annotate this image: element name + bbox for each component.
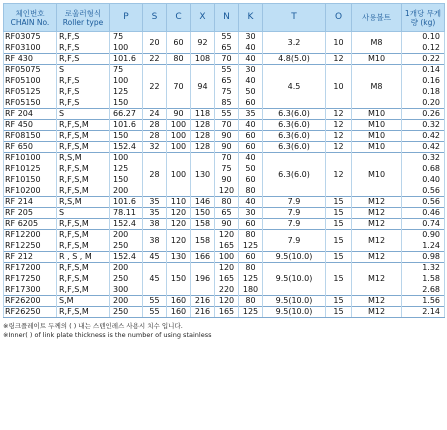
pitch-cell: 75 xyxy=(110,65,143,76)
roller-type-cell: S,M xyxy=(57,296,110,307)
table-row xyxy=(4,131,445,142)
pitch-cell: 200 xyxy=(110,230,143,241)
c-cell: 120 xyxy=(167,208,191,219)
o-cell: 12 xyxy=(326,109,352,120)
n-cell: 165 xyxy=(215,307,239,318)
bolt-cell: M8 xyxy=(352,65,402,109)
header-roller-type: 로울러형식 Roller type xyxy=(57,4,110,32)
n-cell: 65 xyxy=(215,43,239,54)
table-row xyxy=(4,197,445,208)
roller-type-cell: S xyxy=(57,109,110,120)
roller-type-cell: R,S,M xyxy=(57,197,110,208)
t-cell: 9.5(10.0) xyxy=(263,296,326,307)
pitch-cell: 200 xyxy=(110,296,143,307)
header-o: O xyxy=(326,4,352,32)
k-cell: 125 xyxy=(239,307,263,318)
chain-number-cell: RF05125 xyxy=(4,87,57,98)
roller-type-cell: S xyxy=(57,208,110,219)
roller-type-cell: R,F,S,M xyxy=(57,142,110,153)
weight-cell: 0.20 xyxy=(402,98,445,109)
weight-cell: 0.12 xyxy=(402,43,445,54)
t-cell: 6.3(6.0) xyxy=(263,153,326,197)
k-cell: 125 xyxy=(239,241,263,252)
n-cell: 75 xyxy=(215,87,239,98)
roller-type-cell: R , S , M xyxy=(57,252,110,263)
k-cell: 125 xyxy=(239,274,263,285)
chain-number-cell: RF03075 xyxy=(4,32,57,43)
bolt-cell: M12 xyxy=(352,307,402,318)
chain-number-cell: RF 205 xyxy=(4,208,57,219)
table-row xyxy=(4,120,445,131)
t-cell: 9.5(10.0) xyxy=(263,307,326,318)
pitch-cell: 250 xyxy=(110,274,143,285)
n-cell: 65 xyxy=(215,76,239,87)
s-cell: 38 xyxy=(143,230,167,252)
weight-cell: 0.46 xyxy=(402,208,445,219)
weight-cell: 2.68 xyxy=(402,285,445,296)
header-k: K xyxy=(239,4,263,32)
s-cell: 45 xyxy=(143,252,167,263)
x-cell: 128 xyxy=(191,120,215,131)
table-row xyxy=(4,65,445,76)
header-s: S xyxy=(143,4,167,32)
k-cell: 30 xyxy=(239,65,263,76)
k-cell: 60 xyxy=(239,175,263,186)
x-cell: 216 xyxy=(191,307,215,318)
chain-number-cell: RF 6205 xyxy=(4,219,57,230)
header-p: P xyxy=(110,4,143,32)
s-cell: 55 xyxy=(143,296,167,307)
c-cell: 100 xyxy=(167,120,191,131)
roller-type-cell: S xyxy=(57,65,110,76)
s-cell: 22 xyxy=(143,65,167,109)
t-cell: 7.9 xyxy=(263,230,326,252)
k-cell: 60 xyxy=(239,142,263,153)
n-cell: 55 xyxy=(215,109,239,120)
weight-cell: 0.22 xyxy=(402,54,445,65)
footnote-korean: ※링크플레이트 두께의 ( ) 내는 스텐인레스 사용시 치수 입니다. xyxy=(3,322,183,330)
c-cell: 130 xyxy=(167,252,191,263)
n-cell: 90 xyxy=(215,175,239,186)
n-cell: 70 xyxy=(215,54,239,65)
bolt-cell: M12 xyxy=(352,219,402,230)
weight-cell: 0.68 xyxy=(402,164,445,175)
pitch-cell: 250 xyxy=(110,307,143,318)
roller-type-cell: R,F,S,M xyxy=(57,164,110,175)
pitch-cell: 78.11 xyxy=(110,208,143,219)
s-cell: 28 xyxy=(143,153,167,197)
o-cell: 10 xyxy=(326,65,352,109)
pitch-cell: 150 xyxy=(110,175,143,186)
k-cell: 35 xyxy=(239,109,263,120)
n-cell: 120 xyxy=(215,230,239,241)
n-cell: 55 xyxy=(215,32,239,43)
bolt-cell: M10 xyxy=(352,131,402,142)
chain-number-cell: RF17250 xyxy=(4,274,57,285)
n-cell: 120 xyxy=(215,263,239,274)
roller-type-cell: R,F,S,M xyxy=(57,285,110,296)
pitch-cell: 125 xyxy=(110,87,143,98)
roller-type-cell: R,F,S,M xyxy=(57,120,110,131)
table-row xyxy=(4,263,445,274)
t-cell: 9.5(10.0) xyxy=(263,252,326,263)
x-cell: 146 xyxy=(191,197,215,208)
table-row xyxy=(4,296,445,307)
chain-number-cell: RF03100 xyxy=(4,43,57,54)
k-cell: 30 xyxy=(239,208,263,219)
c-cell: 60 xyxy=(167,32,191,54)
table-row xyxy=(4,153,445,164)
o-cell: 12 xyxy=(326,120,352,131)
x-cell: 196 xyxy=(191,263,215,296)
chain-number-cell: RF12250 xyxy=(4,241,57,252)
header-t: T xyxy=(263,4,326,32)
roller-type-cell: R,F,S,M xyxy=(57,274,110,285)
chain-number-cell: RF12200 xyxy=(4,230,57,241)
table-row xyxy=(4,54,445,65)
t-cell: 6.3(6.0) xyxy=(263,120,326,131)
c-cell: 160 xyxy=(167,296,191,307)
k-cell: 40 xyxy=(239,153,263,164)
chain-number-cell: RF 214 xyxy=(4,197,57,208)
o-cell: 15 xyxy=(326,230,352,252)
weight-cell: 0.32 xyxy=(402,120,445,131)
pitch-cell: 152.4 xyxy=(110,142,143,153)
s-cell: 35 xyxy=(143,208,167,219)
n-cell: 165 xyxy=(215,274,239,285)
weight-cell: 0.40 xyxy=(402,175,445,186)
chain-number-cell: RF10200 xyxy=(4,186,57,197)
t-cell: 7.9 xyxy=(263,208,326,219)
s-cell: 20 xyxy=(143,32,167,54)
pitch-cell: 75 xyxy=(110,32,143,43)
o-cell: 12 xyxy=(326,142,352,153)
c-cell: 120 xyxy=(167,219,191,230)
bolt-cell: M12 xyxy=(352,230,402,252)
x-cell: 158 xyxy=(191,230,215,252)
pitch-cell: 100 xyxy=(110,43,143,54)
header-c: C xyxy=(167,4,191,32)
s-cell: 24 xyxy=(143,109,167,120)
k-cell: 60 xyxy=(239,219,263,230)
roller-type-cell: R,F,S xyxy=(57,76,110,87)
weight-cell: 0.90 xyxy=(402,230,445,241)
pitch-cell: 200 xyxy=(110,263,143,274)
s-cell: 55 xyxy=(143,307,167,318)
chain-number-cell: RF08150 xyxy=(4,131,57,142)
chain-number-cell: RF10125 xyxy=(4,164,57,175)
table-body xyxy=(4,32,445,318)
o-cell: 15 xyxy=(326,252,352,263)
t-cell: 6.3(6.0) xyxy=(263,142,326,153)
o-cell: 15 xyxy=(326,219,352,230)
roller-type-cell: R,F,S xyxy=(57,32,110,43)
pitch-cell: 101.6 xyxy=(110,120,143,131)
n-cell: 70 xyxy=(215,153,239,164)
chain-number-cell: RF10100 xyxy=(4,153,57,164)
chain-number-cell: RF05100 xyxy=(4,76,57,87)
k-cell: 80 xyxy=(239,230,263,241)
o-cell: 12 xyxy=(326,153,352,197)
k-cell: 80 xyxy=(239,263,263,274)
table-row xyxy=(4,307,445,318)
chain-number-cell: RF26250 xyxy=(4,307,57,318)
k-cell: 60 xyxy=(239,252,263,263)
o-cell: 15 xyxy=(326,208,352,219)
c-cell: 150 xyxy=(167,263,191,296)
chain-spec-table xyxy=(3,3,445,318)
weight-cell: 0.98 xyxy=(402,252,445,263)
x-cell: 130 xyxy=(191,153,215,197)
c-cell: 80 xyxy=(167,54,191,65)
bolt-cell: M10 xyxy=(352,142,402,153)
roller-type-cell: R,F,S,M xyxy=(57,241,110,252)
bolt-cell: M12 xyxy=(352,263,402,296)
s-cell: 32 xyxy=(143,142,167,153)
weight-cell: 2.14 xyxy=(402,307,445,318)
weight-cell: 0.10 xyxy=(402,32,445,43)
roller-type-cell: R,F,S xyxy=(57,54,110,65)
x-cell: 128 xyxy=(191,131,215,142)
table-row xyxy=(4,252,445,263)
weight-cell: 0.42 xyxy=(402,131,445,142)
roller-type-cell: R,F,S,M xyxy=(57,230,110,241)
c-cell: 120 xyxy=(167,230,191,252)
x-cell: 150 xyxy=(191,208,215,219)
weight-cell: 0.26 xyxy=(402,109,445,120)
footnotes xyxy=(3,322,444,340)
roller-type-cell: R,F,S,M xyxy=(57,307,110,318)
x-cell: 216 xyxy=(191,296,215,307)
x-cell: 108 xyxy=(191,54,215,65)
k-cell: 60 xyxy=(239,98,263,109)
spec-table-container xyxy=(3,3,444,340)
roller-type-cell: R,F,S,M xyxy=(57,131,110,142)
header-x: X xyxy=(191,4,215,32)
bolt-cell: M12 xyxy=(352,208,402,219)
t-cell: 9.5(10.0) xyxy=(263,263,326,296)
x-cell: 128 xyxy=(191,142,215,153)
bolt-cell: M10 xyxy=(352,120,402,131)
o-cell: 12 xyxy=(326,54,352,65)
x-cell: 92 xyxy=(191,32,215,54)
k-cell: 40 xyxy=(239,43,263,54)
x-cell: 158 xyxy=(191,219,215,230)
weight-cell: 0.32 xyxy=(402,153,445,164)
bolt-cell: M10 xyxy=(352,153,402,197)
x-cell: 94 xyxy=(191,65,215,109)
pitch-cell: 125 xyxy=(110,164,143,175)
s-cell: 35 xyxy=(143,197,167,208)
n-cell: 65 xyxy=(215,208,239,219)
t-cell: 7.9 xyxy=(263,197,326,208)
weight-cell: 1.24 xyxy=(402,241,445,252)
k-cell: 40 xyxy=(239,197,263,208)
o-cell: 15 xyxy=(326,296,352,307)
chain-number-cell: RF05075 xyxy=(4,65,57,76)
header-bolt: 사용볼트 xyxy=(352,4,402,32)
pitch-cell: 66.27 xyxy=(110,109,143,120)
bolt-cell: M12 xyxy=(352,252,402,263)
n-cell: 165 xyxy=(215,241,239,252)
t-cell: 3.2 xyxy=(263,32,326,54)
k-cell: 50 xyxy=(239,164,263,175)
c-cell: 110 xyxy=(167,197,191,208)
weight-cell: 0.56 xyxy=(402,186,445,197)
weight-cell: 1.32 xyxy=(402,263,445,274)
bolt-cell: M12 xyxy=(352,296,402,307)
weight-cell: 1.56 xyxy=(402,296,445,307)
x-cell: 118 xyxy=(191,109,215,120)
o-cell: 15 xyxy=(326,197,352,208)
table-row xyxy=(4,208,445,219)
roller-type-cell: R,S,M xyxy=(57,153,110,164)
table-row xyxy=(4,219,445,230)
n-cell: 90 xyxy=(215,142,239,153)
t-cell: 4.5 xyxy=(263,65,326,109)
bolt-cell: M10 xyxy=(352,54,402,65)
weight-cell: 0.56 xyxy=(402,197,445,208)
weight-cell: 1.58 xyxy=(402,274,445,285)
pitch-cell: 100 xyxy=(110,153,143,164)
header-n: N xyxy=(215,4,239,32)
chain-number-cell: RF26200 xyxy=(4,296,57,307)
roller-type-cell: R,F,S xyxy=(57,43,110,54)
weight-cell: 0.18 xyxy=(402,87,445,98)
weight-cell: 0.14 xyxy=(402,65,445,76)
bolt-cell: M10 xyxy=(352,109,402,120)
x-cell: 166 xyxy=(191,252,215,263)
pitch-cell: 150 xyxy=(110,131,143,142)
table-header xyxy=(4,4,445,32)
bolt-cell: M8 xyxy=(352,32,402,54)
roller-type-cell: R,F,S,M xyxy=(57,186,110,197)
n-cell: 120 xyxy=(215,296,239,307)
n-cell: 70 xyxy=(215,120,239,131)
pitch-cell: 100 xyxy=(110,76,143,87)
s-cell: 45 xyxy=(143,263,167,296)
c-cell: 100 xyxy=(167,142,191,153)
c-cell: 70 xyxy=(167,65,191,109)
chain-number-cell: RF17300 xyxy=(4,285,57,296)
chain-number-cell: RF17200 xyxy=(4,263,57,274)
k-cell: 60 xyxy=(239,131,263,142)
k-cell: 80 xyxy=(239,186,263,197)
table-row xyxy=(4,109,445,120)
t-cell: 7.9 xyxy=(263,219,326,230)
pitch-cell: 300 xyxy=(110,285,143,296)
roller-type-cell: R,F,S xyxy=(57,98,110,109)
pitch-cell: 101.6 xyxy=(110,54,143,65)
k-cell: 40 xyxy=(239,120,263,131)
k-cell: 40 xyxy=(239,76,263,87)
n-cell: 220 xyxy=(215,285,239,296)
header-chain-no: 체인번호 CHAIN No. xyxy=(4,4,57,32)
n-cell: 90 xyxy=(215,131,239,142)
t-cell: 6.3(6.0) xyxy=(263,109,326,120)
weight-cell: 0.74 xyxy=(402,219,445,230)
n-cell: 85 xyxy=(215,98,239,109)
chain-number-cell: RF 650 xyxy=(4,142,57,153)
k-cell: 50 xyxy=(239,87,263,98)
n-cell: 90 xyxy=(215,219,239,230)
pitch-cell: 152.4 xyxy=(110,219,143,230)
c-cell: 160 xyxy=(167,307,191,318)
header-weight: 1개당 무게 량 (kg) xyxy=(402,4,445,32)
roller-type-cell: R,F,S,M xyxy=(57,175,110,186)
chain-number-cell: RF 212 xyxy=(4,252,57,263)
o-cell: 15 xyxy=(326,263,352,296)
o-cell: 12 xyxy=(326,131,352,142)
k-cell: 40 xyxy=(239,54,263,65)
s-cell: 28 xyxy=(143,120,167,131)
c-cell: 100 xyxy=(167,153,191,197)
t-cell: 6.3(6.0) xyxy=(263,131,326,142)
t-cell: 4.8(5.0) xyxy=(263,54,326,65)
table-row xyxy=(4,230,445,241)
chain-number-cell: RF10150 xyxy=(4,175,57,186)
n-cell: 120 xyxy=(215,186,239,197)
pitch-cell: 200 xyxy=(110,186,143,197)
pitch-cell: 150 xyxy=(110,98,143,109)
pitch-cell: 250 xyxy=(110,241,143,252)
roller-type-cell: R,F,S,M xyxy=(57,263,110,274)
weight-cell: 0.16 xyxy=(402,76,445,87)
chain-number-cell: RF05150 xyxy=(4,98,57,109)
pitch-cell: 101.6 xyxy=(110,197,143,208)
chain-number-cell: RF 204 xyxy=(4,109,57,120)
o-cell: 15 xyxy=(326,307,352,318)
pitch-cell: 152.4 xyxy=(110,252,143,263)
n-cell: 55 xyxy=(215,65,239,76)
chain-number-cell: RF 430 xyxy=(4,54,57,65)
bolt-cell: M12 xyxy=(352,197,402,208)
c-cell: 90 xyxy=(167,109,191,120)
n-cell: 100 xyxy=(215,252,239,263)
n-cell: 80 xyxy=(215,197,239,208)
n-cell: 75 xyxy=(215,164,239,175)
o-cell: 10 xyxy=(326,32,352,54)
roller-type-cell: R,F,S,M xyxy=(57,219,110,230)
footnote-english: ※Inner( ) of link plate thickness is the number of using stainless xyxy=(3,331,212,339)
k-cell: 80 xyxy=(239,296,263,307)
chain-number-cell: RF 450 xyxy=(4,120,57,131)
table-row xyxy=(4,32,445,43)
c-cell: 100 xyxy=(167,131,191,142)
s-cell: 22 xyxy=(143,54,167,65)
s-cell: 28 xyxy=(143,131,167,142)
k-cell: 30 xyxy=(239,32,263,43)
roller-type-cell: R,F,S xyxy=(57,87,110,98)
k-cell: 180 xyxy=(239,285,263,296)
weight-cell: 0.42 xyxy=(402,142,445,153)
s-cell: 38 xyxy=(143,219,167,230)
table-row xyxy=(4,142,445,153)
